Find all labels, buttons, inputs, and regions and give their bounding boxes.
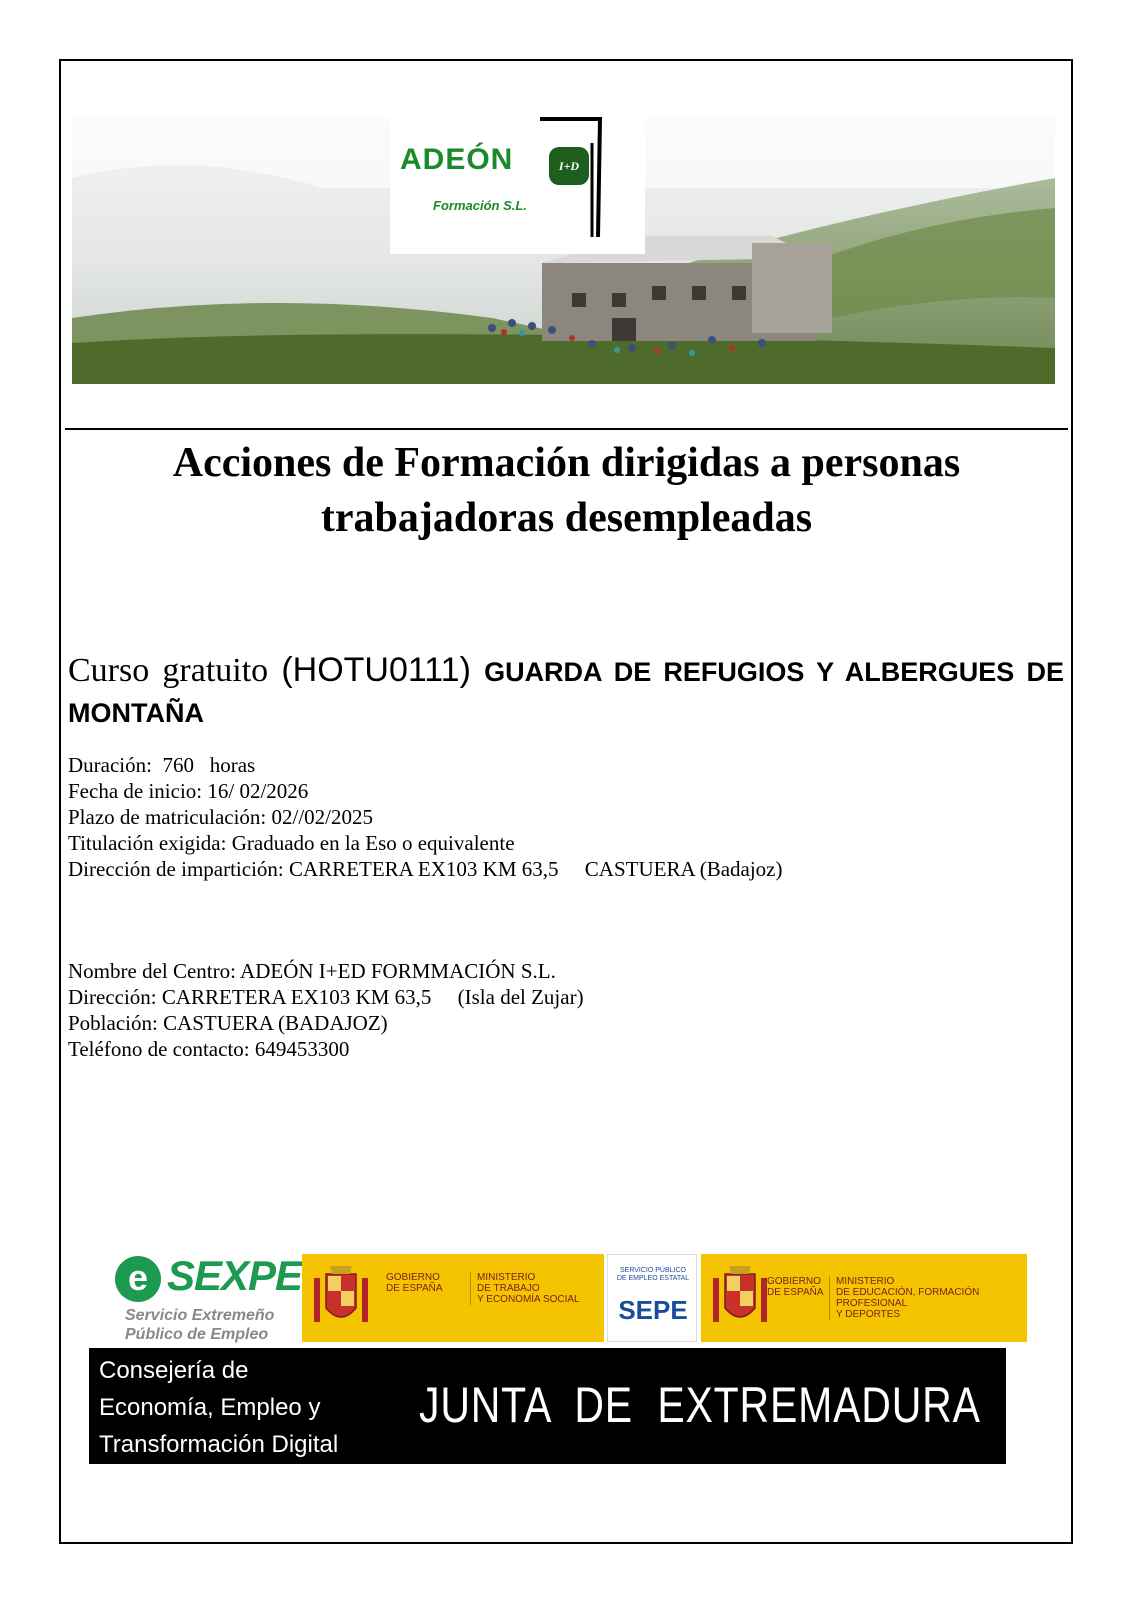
course-code: (HOTU0111) (281, 651, 471, 689)
title-rule (65, 428, 1068, 430)
detail-qualification: Titulación exigida: Graduado en la Eso o equivalente (68, 831, 515, 855)
title-line-2: trabajadoras desempleadas (320, 495, 813, 541)
centre-address: Dirección: CARRETERA EX103 KM 63,5 (Isla del Zujar) (68, 985, 584, 1009)
consejeria-line-1: Consejería de (99, 1357, 249, 1384)
detail-start-date: Fecha de inicio: 16/ 02/2026 (68, 779, 309, 803)
coat-of-arms-icon (711, 1264, 769, 1332)
consejeria-name (99, 1352, 338, 1463)
gob2-ministry-line-3: Y DEPORTES (836, 1309, 901, 1320)
course-details (68, 752, 783, 882)
page-title (65, 436, 1068, 546)
consejeria-line-2: Economía, Empleo y (99, 1394, 321, 1421)
sexpe-mark-icon: e (115, 1256, 161, 1302)
coat-of-arms-icon (312, 1264, 370, 1332)
gob1-ministry-line-3: Y ECONOMÍA SOCIAL (477, 1294, 580, 1305)
gob1-ministry-line-1: MINISTERIO (477, 1272, 536, 1283)
detail-duration: Duración: 760 horas (68, 753, 256, 777)
gob2-ministry-line-2: DE EDUCACIÓN, FORMACIÓN PROFESIONAL (836, 1287, 980, 1309)
gob1-ministry (470, 1272, 580, 1305)
gob2-gob-line-2: DE ESPAÑA (767, 1287, 824, 1298)
junta-extremadura-logo (89, 1348, 1006, 1464)
centre-phone: Teléfono de contacto: 649453300 (68, 1037, 350, 1061)
sexpe-subtitle (125, 1306, 274, 1344)
centre-town: Población: CASTUERA (BADAJOZ) (68, 1011, 388, 1035)
gob2-government (767, 1276, 824, 1298)
gob1-ministry-line-2: DE TRABAJO (477, 1283, 540, 1294)
gobierno-educacion-logo (701, 1254, 1027, 1342)
logo-badge: I+D (549, 147, 589, 185)
centre-details (68, 958, 584, 1062)
detail-address: Dirección de impartición: CARRETERA EX103 KM 63,5 CASTUERA (Badajoz) (68, 857, 783, 881)
gob1-gob-line-2: DE ESPAÑA (386, 1283, 443, 1294)
gob2-gob-line-1: GOBIERNO (767, 1276, 821, 1287)
sexpe-sub-line-1: Servicio Extremeño (125, 1307, 275, 1324)
detail-enrolment: Plazo de matriculación: 02//02/2025 (68, 805, 374, 829)
gob1-gob-line-1: GOBIERNO (386, 1272, 440, 1283)
gobierno-trabajo-logo (302, 1254, 604, 1342)
junta-name: JUNTA DE EXTREMADURA (419, 1377, 981, 1433)
sexpe-name: SEXPE (167, 1252, 303, 1299)
sepe-sub-line-1: SERVICIO PÚBLICO (619, 1267, 686, 1274)
course-heading (68, 650, 1064, 733)
logo-subtitle: Formación S.L. (433, 198, 527, 213)
logo-name: ADEÓN (400, 143, 514, 176)
sexpe-logo (115, 1250, 303, 1345)
sexpe-sub-line-2: Público de Empleo (125, 1326, 269, 1343)
gob2-ministry-line-1: MINISTERIO (836, 1276, 895, 1287)
sepe-sub-line-2: DE EMPLEO ESTATAL (616, 1275, 690, 1282)
sepe-name: SEPE (618, 1295, 688, 1325)
consejeria-line-3: Transformación Digital (99, 1431, 339, 1458)
centre-name: Nombre del Centro: ADEÓN I+ED FORMMACIÓN S.L. (68, 959, 556, 983)
gob1-government (386, 1272, 443, 1294)
gob2-ministry (829, 1276, 1027, 1320)
sepe-subtitle (612, 1267, 694, 1283)
sepe-logo (607, 1254, 697, 1342)
course-name: GUARDA DE REFUGIOS Y ALBERGUES DE MONTAÑA (68, 657, 1064, 728)
course-prefix: Curso gratuito (68, 652, 269, 689)
title-line-1: Acciones de Formación dirigidas a personas (172, 440, 961, 486)
